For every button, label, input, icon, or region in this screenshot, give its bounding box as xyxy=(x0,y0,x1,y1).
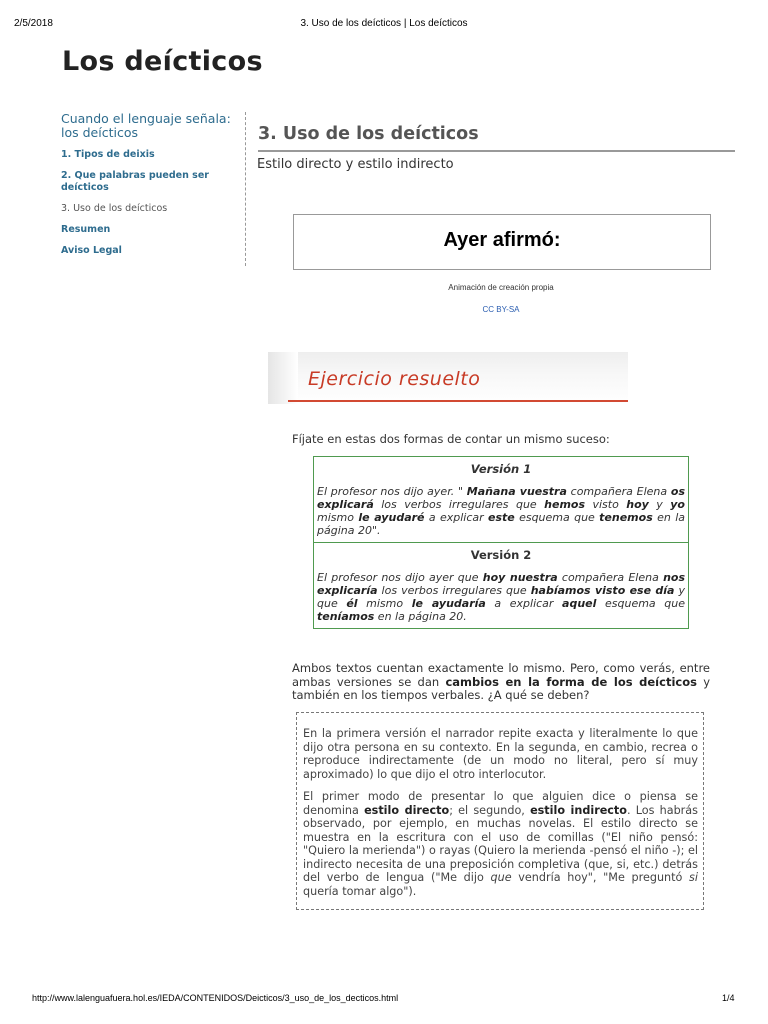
exercise-banner xyxy=(268,352,628,404)
answer-paragraph-2: El primer modo de presentar lo que alguien dice o piensa se denomina estilo directo; el segundo, estilo indirecto. Los habrás observado, por ejemplo, en muchas novelas. El estilo directo se muestra en la escritura con el uso de comillas ("El niño pensó: "Quiero la merienda") o rayas (Quiero la merienda -pensó el niño -); el indirecto necesita de una preposición completiva (que, si, etc.) detrás del verbo de lengua ("Me dijo que vendría hoy", "Me preguntó si quería tomar algo"). xyxy=(303,790,698,898)
sidebar-item-que-palabras[interactable]: 2. Que palabras pueden ser deícticos xyxy=(61,170,209,193)
summary-question: Ambos textos cuentan exactamente lo mismo. Pero, como verás, entre ambas versiones se dan cambios en la forma de los deícticos y también en los tiempos verbales. ¿A qué se deben? xyxy=(292,661,710,702)
animation-credit: Animación de creación propia xyxy=(448,283,554,292)
sidebar-item-aviso-legal[interactable]: Aviso Legal xyxy=(61,245,122,256)
table-row xyxy=(314,457,689,543)
print-page-title: 3. Uso de los deícticos | Los deícticos xyxy=(300,18,468,29)
sidebar-item-resumen[interactable]: Resumen xyxy=(61,224,111,235)
version-2-heading: Versión 2 xyxy=(470,548,532,562)
version-1-heading: Versión 1 xyxy=(470,462,532,476)
sidebar-item-uso-de-los-deicticos[interactable]: 3. Uso de los deícticos xyxy=(61,203,168,214)
exercise-intro: Fíjate en estas dos formas de contar un mismo suceso: xyxy=(292,432,610,446)
print-date: 2/5/2018 xyxy=(14,18,53,29)
banner-underline xyxy=(288,400,628,402)
print-url: http://www.lalenguafuera.hol.es/IEDA/CONTENIDOS/Deicticos/3_uso_de_los_decticos.html xyxy=(32,993,399,1003)
answer-box xyxy=(296,712,704,910)
sidebar-heading[interactable]: Cuando el lenguaje señala: los deícticos xyxy=(61,111,231,140)
print-page-number: 1/4 xyxy=(722,993,735,1003)
section-subtitle: Estilo directo y estilo indirecto xyxy=(257,157,454,172)
animation-frame[interactable] xyxy=(293,214,711,270)
versions-table xyxy=(313,456,689,629)
license-link[interactable]: CC BY-SA xyxy=(482,305,520,314)
site-title: Los deícticos xyxy=(62,46,263,77)
version-1-text: El profesor nos dijo ayer. " Mañana vuestra compañera Elena os explicará los verbos irregulares que hemos visto hoy y yo mismo le ayudaré a explicar este esquema que tenemos en la página 20". xyxy=(317,485,685,537)
version-1-cell xyxy=(314,457,689,543)
animation-text: Ayer afirmó: xyxy=(443,229,561,251)
table-row xyxy=(314,543,689,629)
page-title: 3. Uso de los deícticos xyxy=(258,124,735,152)
version-2-text: El profesor nos dijo ayer que hoy nuestra compañera Elena nos explicaría los verbos irregulares que habíamos visto ese día y que él mismo le ayudaría a explicar aquel esquema que teníamos en la página 20. xyxy=(317,571,686,623)
version-2-cell xyxy=(314,543,689,629)
sidebar-item-tipos-de-deixis[interactable]: 1. Tipos de deixis xyxy=(61,149,155,160)
exercise-banner-title: Ejercicio resuelto xyxy=(308,368,481,390)
sidebar-nav xyxy=(61,112,246,266)
main-content xyxy=(257,110,735,172)
answer-paragraph-1: En la primera versión el narrador repite exacta y literalmente lo que dijo otra persona en su contexto. En la segunda, en cambio, recrea o reproduce indirectamente (de un modo no literal, pero sí muy aproximado) lo que dijo el otro interlocutor. xyxy=(303,727,698,781)
banner-edge xyxy=(268,352,298,404)
